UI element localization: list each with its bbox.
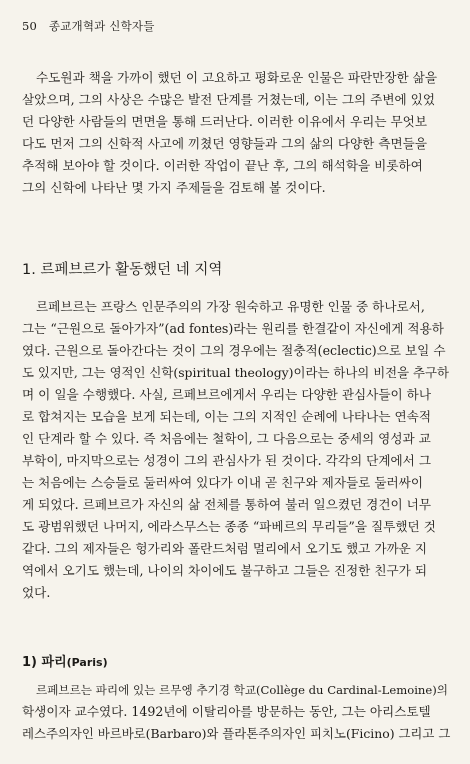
page-number: 50 xyxy=(22,19,38,33)
text-line: 게 되었다. 르페브르가 자신의 삶 전체를 통하여 불러 일으켰던 경건이 너무 xyxy=(22,497,432,512)
text-line: 었다. xyxy=(22,585,51,600)
text-line: 같다. 그의 제자들은 헝가리와 폴란드처럼 멀리에서 오기도 했고 가까운 지 xyxy=(22,541,427,556)
text-line: 였다. 근원으로 돌아간다는 것이 그의 경우에는 절충적(eclectic)으로 보일 수 xyxy=(22,343,446,358)
text-line: 도 광범위했던 나머지, 에라스무스는 종종 “파베르의 무리들”을 질투했던 것 xyxy=(22,519,436,534)
subsection-latin: (Paris) xyxy=(66,656,108,669)
text-line: 인 단계라 할 수 있다. 즉 처음에는 철학이, 그 다음으로는 중세의 영성과 교 xyxy=(22,431,431,446)
subsection-label: 1) 파리 xyxy=(22,655,67,670)
subsection-heading xyxy=(22,651,108,670)
text-line: 레스주의자인 바르바로(Barbaro)와 플라톤주의자인 피치노(Ficino) 그리고 그 xyxy=(22,726,451,741)
running-header xyxy=(22,18,155,34)
text-line: 역에서 오기도 했는데, 나이의 차이에도 불구하고 그들은 진정한 친구가 되 xyxy=(22,563,427,578)
section-heading: 1. 르페브르가 활동했던 네 지역 xyxy=(22,262,223,278)
text-line: 르페브르는 프랑스 인문주의의 가장 원숙하고 유명한 인물 중 하나로서, xyxy=(36,299,425,314)
text-line: 던 다양한 사람들의 면면을 통해 드러난다. 이러한 이유에서 우리는 무엇보 xyxy=(22,114,427,129)
text-line: 학생이자 교수였다. 1492년에 이탈리아를 방문하는 동안, 그는 아리스토텔 xyxy=(22,704,431,719)
subsection-paragraph xyxy=(22,679,452,745)
text-line: 추적해 보아야 할 것이다. 이러한 작업이 끝난 후, 그의 해석학을 비롯하여 xyxy=(22,158,423,173)
text-line: 다도 먼저 그의 신학적 사고에 끼쳤던 영향들과 그의 삶의 다양한 측면들을 xyxy=(22,136,427,151)
text-line: 그는 “근원으로 돌아가자”(ad fontes)라는 원리를 한결같이 자신에게 적용하 xyxy=(22,321,444,336)
text-line: 르페브르는 파리에 있는 르무엥 추기경 학교(Collège du Cardinal-Lemoine)의 xyxy=(36,683,448,697)
text-line: 로 합쳐지는 모습을 보게 되는데, 이는 그의 지적인 순례에 나타나는 연속적 xyxy=(22,409,432,424)
text-line: 는 처음에는 스승들로 둘러싸여 있다가 이내 곧 친구와 제자들로 둘러싸이 xyxy=(22,475,423,490)
intro-paragraph xyxy=(22,67,452,199)
section-paragraph xyxy=(22,296,452,604)
running-title: 종교개혁과 신학자들 xyxy=(48,19,155,33)
text-line: 도 있지만, 그는 영적인 신학(spiritual theology)이라는 하나의 비전을 추구하 xyxy=(22,365,449,380)
text-line: 수도원과 책을 가까이 했던 이 고요하고 평화로운 인물은 파란만장한 삶을 xyxy=(36,70,437,85)
text-line: 살았으며, 그의 사상은 수많은 발전 단계를 거쳤는데, 이는 그의 주변에 있었 xyxy=(22,92,436,107)
text-line: 그의 신학에 나타난 몇 가지 주제들을 검토해 볼 것이다. xyxy=(22,180,326,195)
text-line: 며 이 일을 수행했다. 사실, 르페브르에게서 우리는 다양한 관심사들이 하나 xyxy=(22,387,432,402)
text-line: 부학이, 마지막으로는 성경이 그의 관심사가 된 것이다. 각각의 단계에서 그 xyxy=(22,453,432,468)
